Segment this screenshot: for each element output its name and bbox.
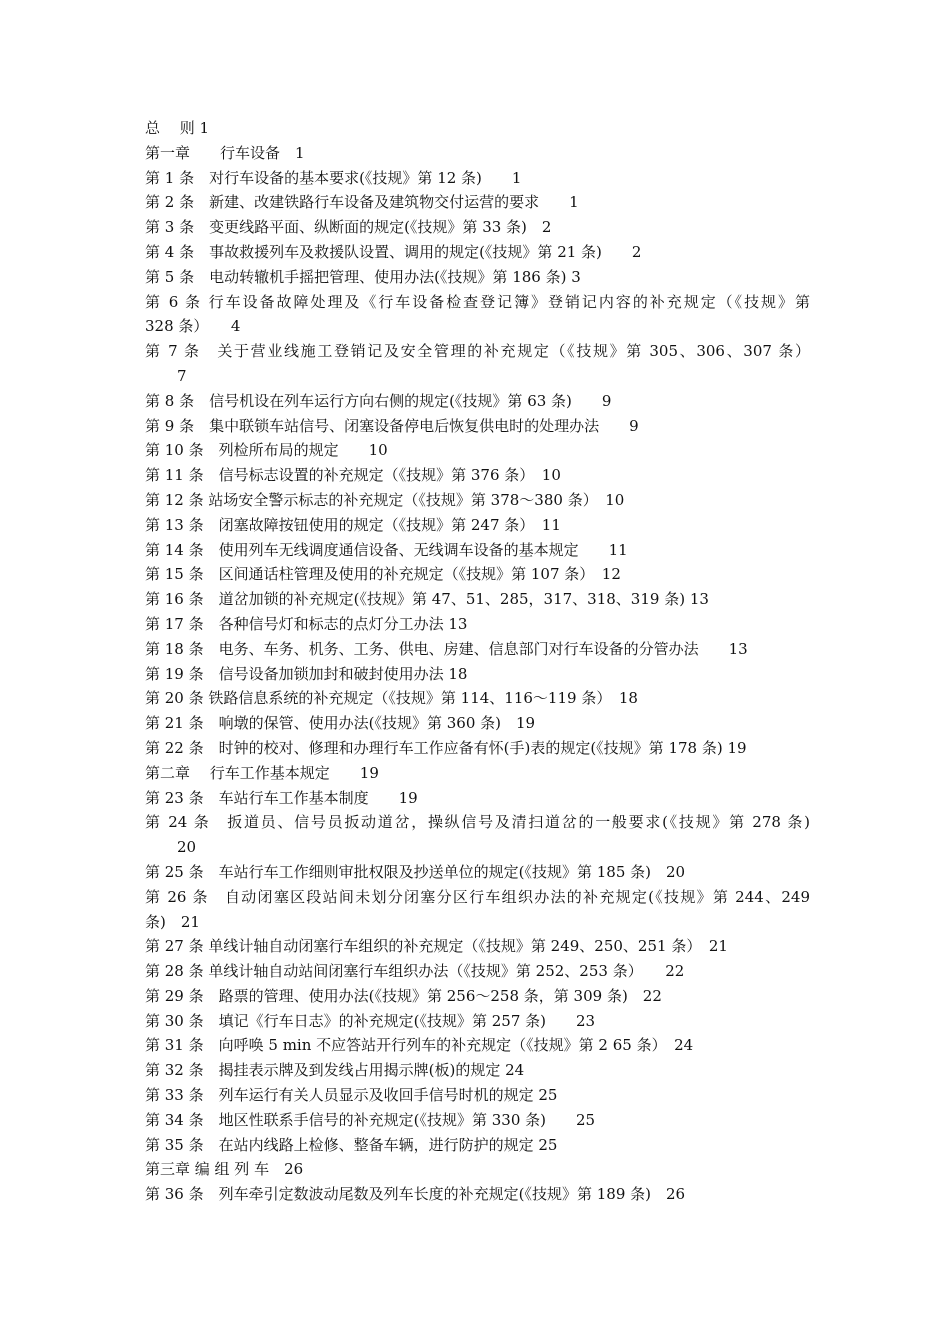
toc-entry: 第 11 条 信号标志设置的补充规定（《技规》第 376 条） 10: [145, 466, 561, 485]
toc-entry: 第一章 行车设备 1: [145, 143, 305, 162]
toc-entry: 第 25 条 车站行车工作细则审批权限及抄送单位的规定(《技规》第 185 条) 20: [145, 862, 686, 881]
toc-entry: 第 35 条 在站内线路上检修、整备车辆，进行防护的规定 25: [145, 1135, 558, 1154]
toc-entry: 第 19 条 信号设备加锁加封和破封使用办法 18: [145, 664, 468, 683]
toc-entry: 第 33 条 列车运行有关人员显示及收回手信号时机的规定 25: [145, 1086, 558, 1105]
toc-entry: 第 7 条 关于营业线施工登销记及安全管理的补充规定（《技规》第 305、306、307 条）: [145, 342, 810, 361]
toc-entry: 第 10 条 列检所布局的规定 10: [145, 441, 388, 460]
toc-entry: 328 条） 4: [145, 317, 241, 336]
toc-entry: 第 6 条 行车设备故障处理及《行车设备检查登记簿》登销记内容的补充规定（《技规》第: [145, 292, 810, 311]
toc-entry: 第 2 条 新建、改建铁路行车设备及建筑物交付运营的要求 1: [145, 193, 579, 212]
toc-entry: 第 23 条 车站行车工作基本制度 19: [145, 788, 418, 807]
toc-entry: 第 9 条 集中联锁车站信号、闭塞设备停电后恢复供电时的处理办法 9: [145, 416, 639, 435]
toc-entry: 第 21 条 响墩的保管、使用办法(《技规》第 360 条) 19: [145, 714, 536, 733]
toc-entry: 条) 21: [145, 912, 200, 931]
table-of-contents: [145, 116, 810, 1207]
toc-entry: 第 28 条 单线计轴自动站间闭塞行车组织办法（《技规》第 252、253 条） 22: [145, 962, 685, 981]
toc-entry: 第 36 条 列车牵引定数波动尾数及列车长度的补充规定(《技规》第 189 条) 26: [145, 1185, 686, 1204]
toc-entry: 第三章 编 组 列 车 26: [145, 1160, 304, 1179]
toc-entry: 20: [177, 838, 197, 857]
toc-entry: 第 24 条 扳道员、信号员扳动道岔，操纵信号及清扫道岔的一般要求(《技规》第 278 条): [145, 813, 810, 832]
toc-entry: 第 18 条 电务、车务、机务、工务、供电、房建、信息部门对行车设备的分管办法 13: [145, 639, 748, 658]
toc-entry: 第 16 条 道岔加锁的补充规定(《技规》第 47、51、285，317、318、319 条) 13: [145, 590, 709, 609]
toc-entry: 第 34 条 地区性联系手信号的补充规定(《技规》第 330 条) 25: [145, 1110, 596, 1129]
toc-entry: 第二章 行车工作基本规定 19: [145, 763, 379, 782]
toc-entry: 7: [177, 366, 187, 385]
toc-entry: 第 29 条 路票的管理、使用办法(《技规》第 256～258 条，第 309 条) 22: [145, 986, 662, 1005]
toc-entry: 第 26 条 自动闭塞区段站间未划分闭塞分区行车组织办法的补充规定(《技规》第 244、249: [145, 887, 810, 906]
toc-entry: 第 8 条 信号机设在列车运行方向右侧的规定(《技规》第 63 条) 9: [145, 391, 612, 410]
toc-entry: 第 5 条 电动转辙机手摇把管理、使用办法(《技规》第 186 条) 3: [145, 267, 581, 286]
toc-entry: 第 1 条 对行车设备的基本要求(《技规》第 12 条) 1: [145, 168, 522, 187]
toc-entry: 第 32 条 揭挂表示牌及到发线占用揭示牌(板)的规定 24: [145, 1061, 525, 1080]
toc-entry: 第 14 条 使用列车无线调度通信设备、无线调车设备的基本规定 11: [145, 540, 628, 559]
toc-entry: 第 30 条 填记《行车日志》的补充规定(《技规》第 257 条) 23: [145, 1011, 596, 1030]
toc-entry: 第 17 条 各种信号灯和标志的点灯分工办法 13: [145, 614, 468, 633]
toc-entry: 第 15 条 区间通话柱管理及使用的补充规定（《技规》第 107 条） 12: [145, 565, 621, 584]
toc-entry: 第 13 条 闭塞故障按钮使用的规定（《技规》第 247 条） 11: [145, 515, 561, 534]
toc-entry: 第 3 条 变更线路平面、纵断面的规定(《技规》第 33 条) 2: [145, 218, 552, 237]
toc-entry: 第 27 条 单线计轴自动闭塞行车组织的补充规定（《技规》第 249、250、251 条） 21: [145, 937, 728, 956]
toc-entry: 第 22 条 时钟的校对、修理和办理行车工作应备有怀(手)表的规定(《技规》第 178 条) 19: [145, 738, 747, 757]
toc-entry: 第 20 条 铁路信息系统的补充规定（《技规》第 114、116～119 条） 18: [145, 689, 638, 708]
toc-entry: 第 12 条 站场安全警示标志的补充规定（《技规》第 378～380 条） 10: [145, 490, 625, 509]
toc-entry: 总 则 1: [145, 119, 210, 137]
toc-entry: 第 4 条 事故救援列车及救援队设置、调用的规定(《技规》第 21 条) 2: [145, 242, 642, 261]
toc-entry: 第 31 条 向呼唤 5 min 不应答站开行列车的补充规定（《技规》第 2 65 条） 24: [145, 1036, 694, 1055]
